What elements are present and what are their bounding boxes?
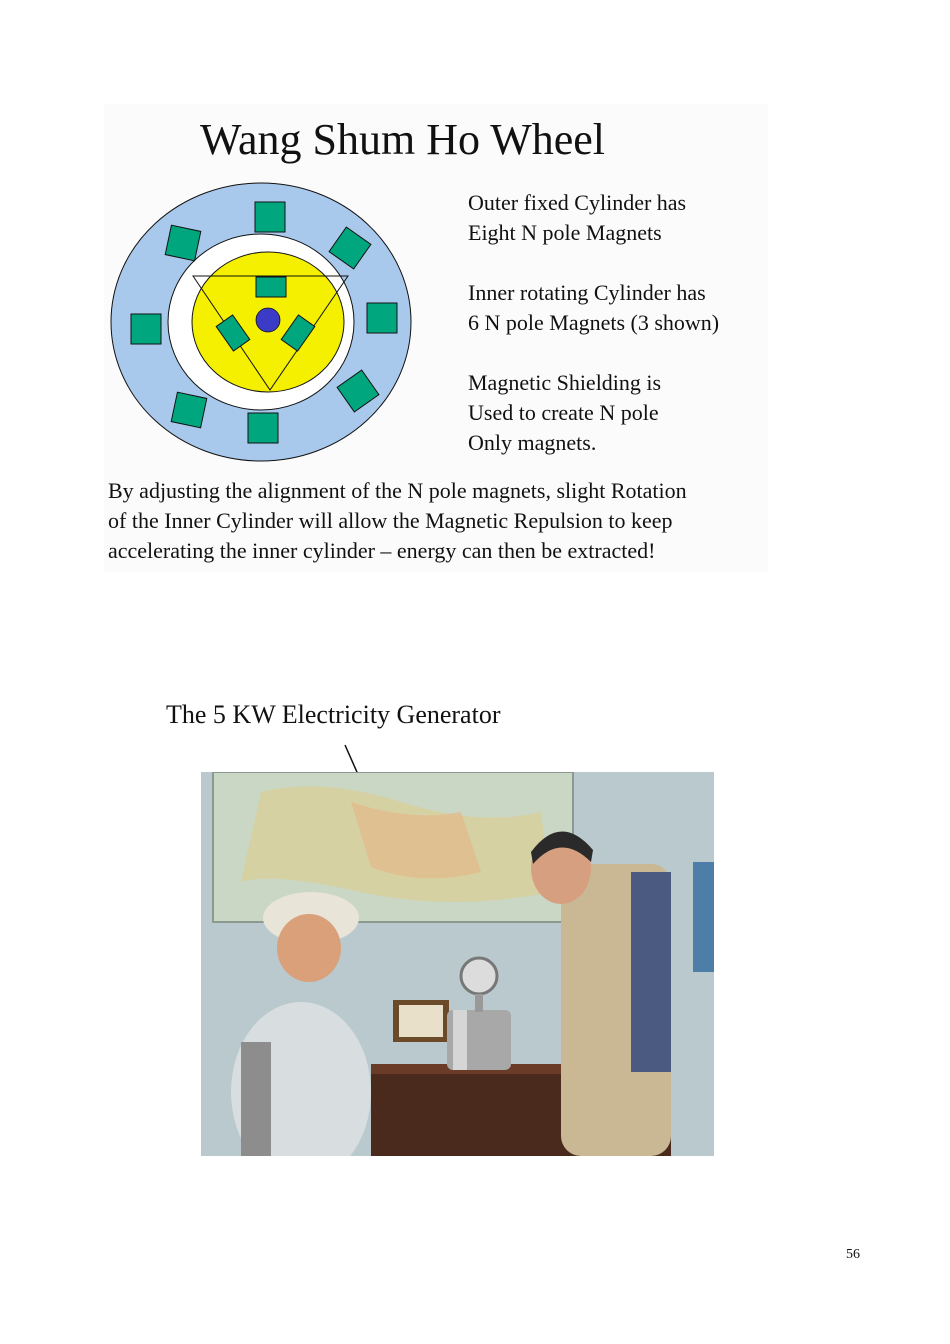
text-line: 6 N pole Magnets (3 shown) (468, 310, 720, 335)
page-number: 56 (846, 1247, 860, 1262)
inner-cylinder-description (468, 278, 719, 338)
inner-magnet (256, 277, 286, 297)
text-line: of the Inner Cylinder will allow the Magnetic Repulsion to keep (108, 508, 673, 533)
slide-title: Wang Shum Ho Wheel (200, 115, 606, 164)
text-line: Eight N pole Magnets (468, 220, 662, 245)
outer-magnet (165, 225, 201, 261)
outer-magnet (131, 314, 161, 344)
outer-magnet (367, 303, 397, 333)
generator-photo (201, 772, 714, 1156)
text-line: Used to create N pole (468, 400, 659, 425)
outer-cylinder-description (468, 188, 686, 248)
text-line: Only magnets. (468, 430, 597, 455)
outer-magnet (255, 202, 285, 232)
text-line: Inner rotating Cylinder has (468, 280, 706, 305)
outer-magnet (171, 392, 207, 428)
axle-center (256, 308, 280, 332)
text-line: Magnetic Shielding is (468, 370, 662, 395)
wheel-diagram (108, 180, 414, 464)
text-line: By adjusting the alignment of the N pole magnets, slight Rotation (108, 478, 687, 503)
photo-image (201, 772, 714, 1156)
text-line: Outer fixed Cylinder has (468, 190, 687, 215)
pressure-gauge (461, 958, 497, 994)
shielding-description (468, 368, 661, 458)
outer-magnet (248, 413, 278, 443)
text-line: accelerating the inner cylinder – energy can then be extracted! (108, 538, 656, 563)
explanation-paragraph (108, 476, 687, 566)
generator-title: The 5 KW Electricity Generator (166, 700, 501, 729)
